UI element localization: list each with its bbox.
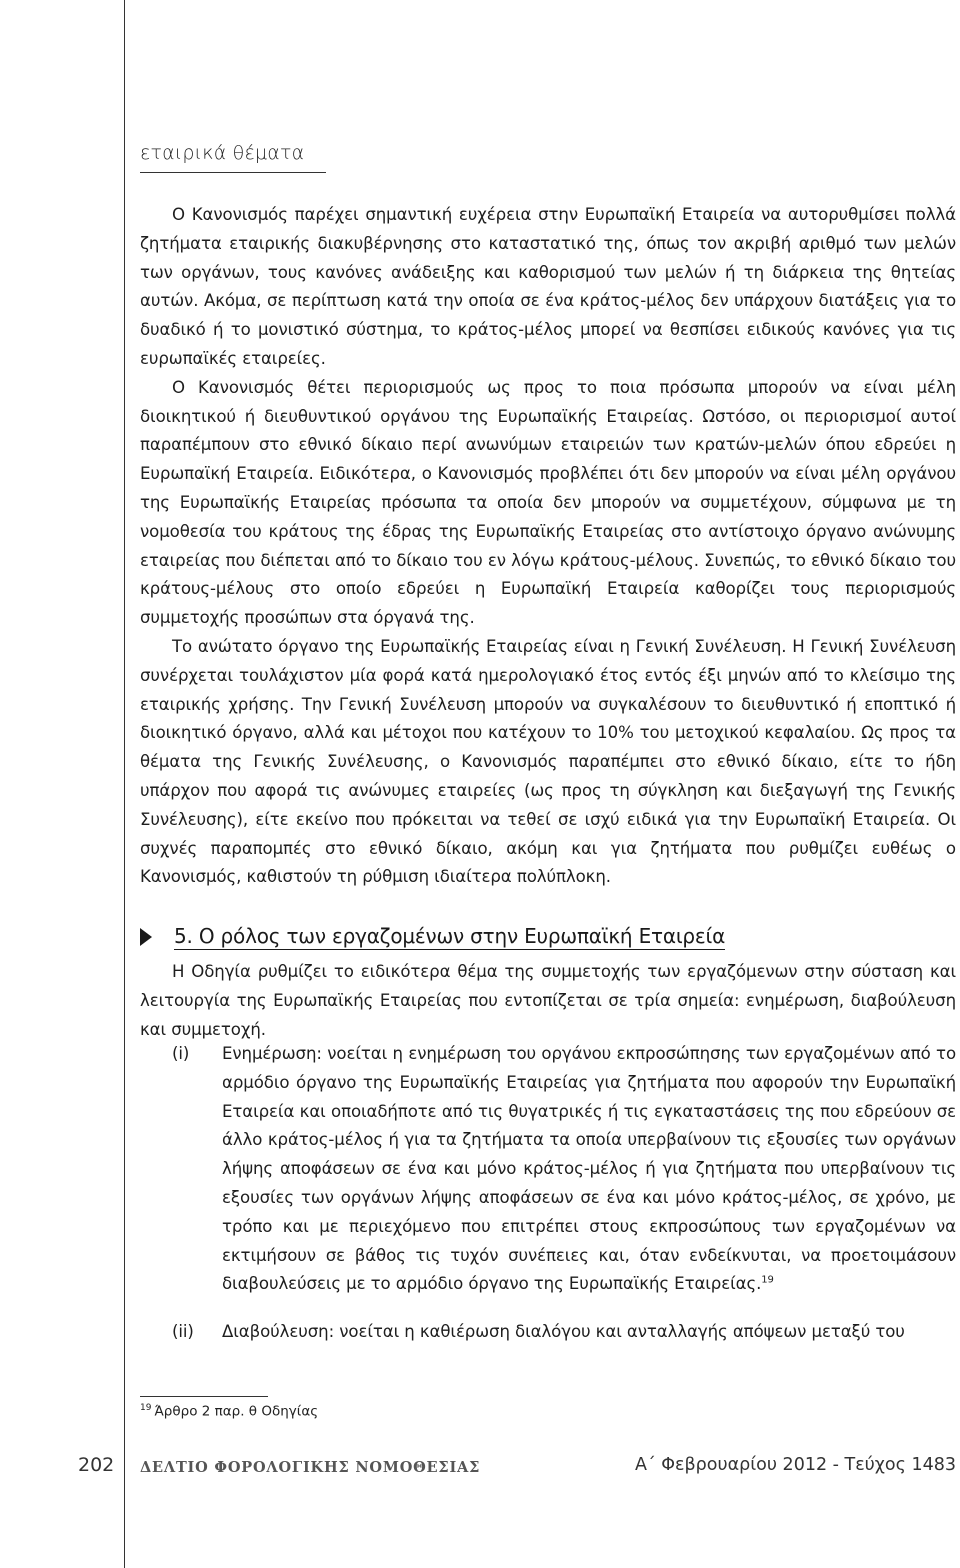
issue-info: Α΄ Φεβρουαρίου 2012 - Τεύχος 1483 [634, 1455, 956, 1475]
section-intro [140, 958, 956, 1044]
footnote [140, 1403, 318, 1420]
list-item-text: Ενημέρωση: νοείται η ενημέρωση του οργάνου εκπροσώπησης των εργαζομένων από το αρμόδιο όργανο της Ευρωπαϊκής Εταιρείας για ζητήματα που αφορούν την Ευρωπαϊκή Εταιρεία και οποιαδήποτε από τις θυγατρικές ή τις εγκαταστάσεις της που εδρεύουν σε άλλο κράτος-μέλος ή για τα ζητήματα τα οποία υπερβαίνουν τις εξουσίες των οργάνων λήψης αποφάσεων σε ένα και μόνο κράτος-μέλος ή για ζητήματα που υπερβαίνουν τις εξουσίες των οργάνων λήψης αποφάσεων σε ένα και μόνο κράτος-μέλος, σε χρόνο, με τρόπο και με περιεχόμενο που επιτρέπει στους εκπροσώπους των εργαζομένων να εκτιμήσουν σε βάθος τις τυχόν συνέπειες και, όταν ενδείκνυται, να προετοιμάσουν διαβουλεύσεις με το αρμόδιο όργανο της Ευρωπαϊκής Εταιρείας. [222, 1044, 956, 1294]
section-heading-text: 5. Ο ρόλος των εργαζομένων στην Ευρωπαϊκή Εταιρεία [174, 924, 726, 948]
body-paragraph: Το ανώτατο όργανο της Ευρωπαϊκής Εταιρείας είναι η Γενική Συνέλευση. Η Γενική Συνέλευση συνέρχεται τουλάχιστον μία φορά κατά ημερολογιακό έτος εντός έξι μηνών από το κλείσιμο της εταιρικής χρήσης. Την Γενική Συνέλευση μπορούν να συγκαλέσουν το διευθυντικό ή εποπτικό ή διοικητικό όργανο, αλλά και μέτοχοι που κατέχουν το 10% του μετοχικού κεφαλαίου. Ως προς τα θέματα της Γενικής Συνέλευσης, ο Κανονισμός παραπέμπει στο εθνικό δίκαιο, είτε το ήδη υπάρχον που αφορά τις ανώνυμες εταιρείες (ως προς τη σύγκληση και διεξαγωγή της Γενικής Συνέλευσης), είτε εκείνο που πρόκειται να τεθεί σε ισχύ ειδικά για την Ευρωπαϊκή Εταιρεία. Οι συχνές παραπομπές στο εθνικό δίκαιο, ακόμη και για ζητήματα που ρυθμίζει ευθέως ο Κανονισμός, καθιστούν τη ρύθμιση ιδιαίτερα πολύπλοκη. [140, 636, 956, 887]
triangle-bullet-icon [140, 928, 152, 946]
list-item [140, 1040, 956, 1299]
body-paragraph: Ο Κανονισμός θέτει περιορισμούς ως προς το ποια πρόσωπα μπορούν να είναι μέλη διοικητικού ή διευθυντικού οργάνου της Ευρωπαϊκής Εταιρείας. Ωστόσο, οι περιορισμοί αυτοί παραπέμπουν στο εθνικό δίκαιο περί ανωνύμων εταιρειών των κρατών-μελών όπου εδρεύει η Ευρωπαϊκή Εταιρεία. Ειδικότερα, ο Κανονισμός προβλέπει ότι δεν μπορούν να είναι μέλη οργάνου της Ευρωπαϊκής Εταιρείας πρόσωπα τα οποία δεν μπορούν να συμμετέχουν, σύμφωνα με τη νομοθεσία του κράτους της έδρας της Ευρωπαϊκής Εταιρείας στο αντίστοιχο όργανο ανώνυμης εταιρείας που διέπεται από το δίκαιο του εν λόγω κράτους-μέλους. Συνεπώς, το εθνικό δίκαιο του κράτους-μέλους στο οποίο εδρεύει η Ευρωπαϊκή Εταιρεία καθορίζει τους περιορισμούς συμμετοχής προσώπων στα όργανά της. [140, 377, 956, 628]
footnote-number: 19 [140, 1403, 152, 1413]
page-number: 202 [78, 1454, 115, 1476]
body-paragraph: Ο Κανονισμός παρέχει σημαντική ευχέρεια στην Ευρωπαϊκή Εταιρεία να αυτορυθμίσει πολλά ζητήματα εταιρικής διακυβέρνησης στο καταστατικό της, όπως τον ακριβή αριθμό των μελών των οργάνων, τους κανόνες ανάδειξης και καθορισμού των μελών ή τη διάρκεια της θητείας αυτών. Ακόμα, σε περίπτωση κατά την οποία σε ένα κράτος-μέλος δεν υπάρχουν διατάξεις για το δυαδικό ή το μονιστικό σύστημα, το κράτος-μέλος μπορεί να θεσπίσει ειδικούς κανόνες για τις ευρωπαϊκές εταιρείες. [140, 205, 956, 368]
section-heading [140, 922, 725, 952]
footnote-separator [140, 1396, 268, 1397]
list-marker: (ii) [172, 1322, 194, 1341]
margin-rule [124, 0, 125, 1568]
definition-list [140, 1040, 956, 1299]
body-paragraph: Η Οδηγία ρυθμίζει το ειδικότερα θέμα της συμμετοχής των εργαζόμενων στην σύσταση και λειτουργία της Ευρωπαϊκής Εταιρείας που εντοπίζεται σε τρία σημεία: ενημέρωση, διαβούλευση και συμμετοχή. [140, 962, 956, 1039]
section-title-underline [140, 172, 326, 173]
intro-text [140, 201, 956, 892]
footnote-text: Άρθρο 2 παρ. θ Οδηγίας [154, 1403, 319, 1420]
section-title: εταιρικά θέματα [140, 142, 305, 164]
list-item [140, 1318, 956, 1347]
definition-list-continued [140, 1318, 956, 1347]
list-item-text: Διαβούλευση: νοείται η καθιέρωση διαλόγου και ανταλλαγής απόψεων μεταξύ του [222, 1322, 905, 1341]
list-marker: (i) [172, 1044, 190, 1063]
journal-name: ΔΕΛΤΙΟ ΦΟΡΟΛΟΓΙΚΗΣ ΝΟΜΟΘΕΣΙΑΣ [140, 1459, 481, 1476]
footnote-reference: 19 [761, 1274, 774, 1286]
